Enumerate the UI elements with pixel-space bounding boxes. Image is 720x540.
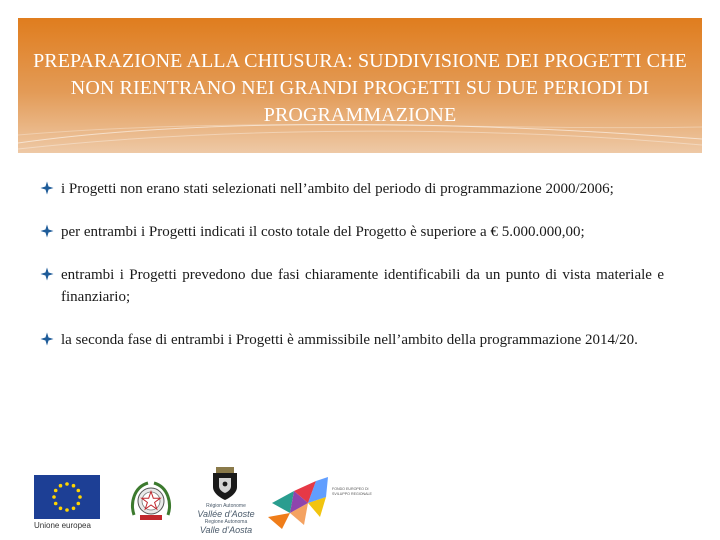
diamond-bullet-icon	[40, 224, 54, 238]
aosta-caption-line: Regione Autonoma	[204, 519, 248, 525]
banner-swoosh-decoration	[18, 113, 702, 153]
list-item	[40, 329, 664, 351]
aosta-caption-line: Région Autonome	[206, 503, 246, 509]
bullet-list	[40, 178, 664, 372]
aosta-caption	[196, 503, 256, 535]
diamond-bullet-icon	[40, 332, 54, 346]
bullet-text: la seconda fase di entrambi i Progetti è ammissibile nell’ambito della programmazione 2014/20.	[61, 332, 638, 348]
list-item	[40, 221, 664, 243]
fesr-caption: FONDO EUROPEO DI SVILUPPO REGIONALE	[332, 487, 372, 496]
italian-republic-emblem-icon	[128, 477, 174, 525]
bullet-text: entrambi i Progetti prevedono due fasi chiaramente identificabili da un punto di vista materiale e finanziario;	[61, 267, 664, 305]
list-item	[40, 264, 664, 308]
aosta-valley-crest-icon	[210, 467, 240, 501]
fesr-logo-icon	[264, 473, 330, 531]
logo-strip	[30, 463, 380, 535]
diamond-bullet-icon	[40, 181, 54, 195]
bullet-text: per entrambi i Progetti indicati il costo totale del Progetto è superiore a € 5.000.000,00;	[61, 224, 585, 240]
slide-title: PREPARAZIONE ALLA CHIUSURA: SUDDIVISIONE DEI PROGETTI CHE NON RIENTRANO NEI GRANDI PROGETTI SU DUE PERIODI DI PROGRAMMAZIONE	[33, 50, 687, 126]
list-item	[40, 178, 664, 200]
eu-flag-icon	[34, 475, 100, 519]
aosta-caption-name: Valle d’Aosta	[199, 525, 253, 535]
eu-caption: Unione europea	[34, 521, 91, 530]
aosta-caption-name: Vallée d’Aoste	[197, 509, 255, 519]
title-banner	[18, 18, 702, 153]
diamond-bullet-icon	[40, 267, 54, 281]
bullet-text: i Progetti non erano stati selezionati nell’ambito del periodo di programmazione 2000/2006;	[61, 181, 614, 197]
